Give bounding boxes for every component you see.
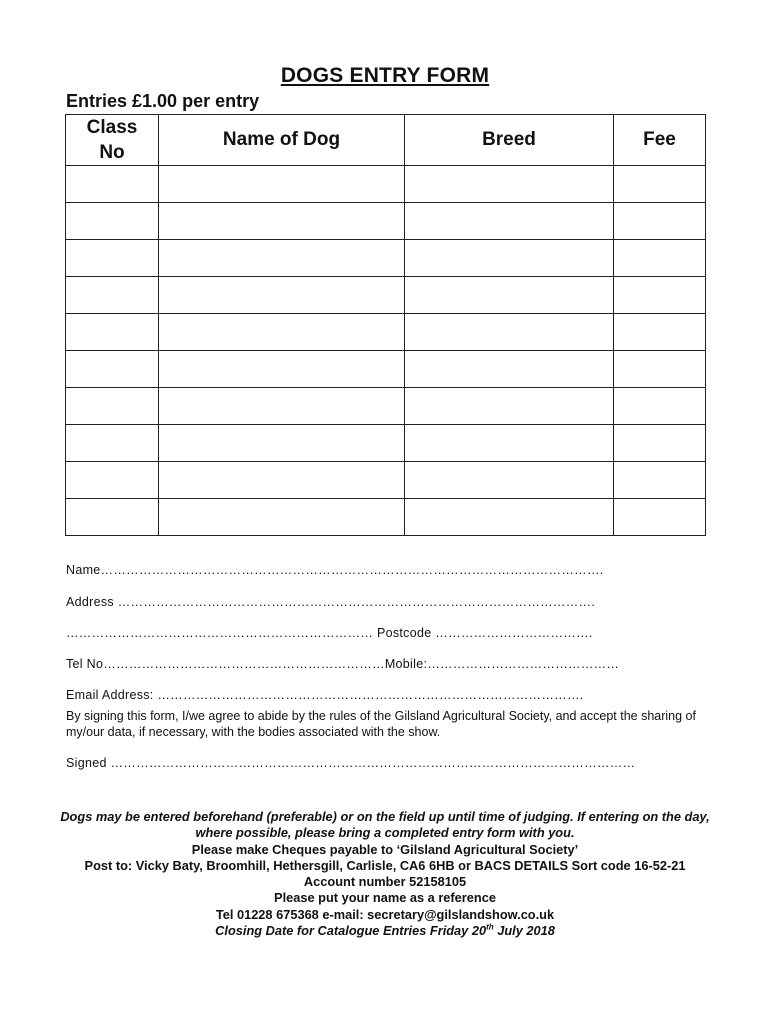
closing-date-ordinal: th: [486, 922, 494, 932]
header-class-line1: Class: [86, 117, 138, 138]
header-fee: Fee: [614, 115, 706, 166]
cell-breed[interactable]: [405, 277, 614, 314]
footer-instructions: [60, 809, 710, 939]
table-header-row: [66, 115, 706, 166]
cell-name-of-dog[interactable]: [159, 240, 405, 277]
table-row: [66, 351, 706, 388]
cell-class-no[interactable]: [66, 351, 159, 388]
entry-fee-note: Entries £1.00 per entry: [66, 91, 260, 111]
cell-class-no[interactable]: [66, 462, 159, 499]
entries-table: [65, 114, 706, 536]
entry-timing-note: Dogs may be entered beforehand (preferable) or on the field up until time of judging. If entering on the day, where possible, please bring a completed entry form with you.: [60, 809, 710, 841]
cell-fee[interactable]: [614, 166, 706, 203]
consent-statement: By signing this form, I/we agree to abide by the rules of the Gilsland Agricultural Society, and accept the sharing of my/our data, if necessary, with the bodies associated with the show.: [66, 709, 696, 739]
header-class-no: [66, 115, 159, 166]
cell-name-of-dog[interactable]: [159, 277, 405, 314]
address-field[interactable]: Address ………………………………………………………………………………………………….: [66, 595, 596, 609]
closing-date-suffix: July 2018: [493, 923, 555, 939]
cell-name-of-dog[interactable]: [159, 462, 405, 499]
table-row: [66, 314, 706, 351]
contact-details: Tel 01228 675368 e-mail: secretary@gilslandshow.co.uk: [215, 906, 555, 922]
table-row: [66, 166, 706, 203]
cell-fee[interactable]: [614, 499, 706, 536]
cell-class-no[interactable]: [66, 277, 159, 314]
email-field[interactable]: Email Address: ……………………………………………………………………………………….: [66, 688, 584, 702]
table-row: [66, 277, 706, 314]
cell-breed[interactable]: [405, 425, 614, 462]
cell-breed[interactable]: [405, 388, 614, 425]
form-title: DOGS ENTRY FORM: [280, 64, 490, 87]
cell-name-of-dog[interactable]: [159, 314, 405, 351]
table-row: [66, 240, 706, 277]
closing-date-prefix: Closing Date for Catalogue Entries Friday 20: [215, 923, 487, 939]
cell-fee[interactable]: [614, 277, 706, 314]
cell-fee[interactable]: [614, 203, 706, 240]
cell-fee[interactable]: [614, 388, 706, 425]
signature-field[interactable]: Signed ……………………………………………………………………………………………………………: [66, 756, 636, 770]
cell-class-no[interactable]: [66, 166, 159, 203]
cell-breed[interactable]: [405, 462, 614, 499]
cell-fee[interactable]: [614, 462, 706, 499]
name-field[interactable]: Name……………………………………………………………………………………………………….: [66, 563, 604, 577]
table-row: [66, 388, 706, 425]
header-class-line2: No: [99, 142, 125, 163]
tel-mobile-field[interactable]: Tel No…………………………………………………………Mobile:………………………………………: [66, 657, 620, 671]
postcode-field[interactable]: ……………………………………………………………… Postcode ……………………………….: [66, 626, 593, 640]
cell-class-no[interactable]: [66, 425, 159, 462]
cell-name-of-dog[interactable]: [159, 388, 405, 425]
cell-fee[interactable]: [614, 240, 706, 277]
cell-class-no[interactable]: [66, 203, 159, 240]
cell-breed[interactable]: [405, 203, 614, 240]
cell-breed[interactable]: [405, 166, 614, 203]
cell-fee[interactable]: [614, 314, 706, 351]
cell-breed[interactable]: [405, 240, 614, 277]
cell-name-of-dog[interactable]: [159, 425, 405, 462]
cell-name-of-dog[interactable]: [159, 166, 405, 203]
cell-class-no[interactable]: [66, 240, 159, 277]
cell-class-no[interactable]: [66, 388, 159, 425]
cell-breed[interactable]: [405, 499, 614, 536]
cheque-note: Please make Cheques payable to ‘Gilsland Agricultural Society’: [191, 841, 579, 857]
cell-fee[interactable]: [614, 425, 706, 462]
table-row: [66, 203, 706, 240]
cell-name-of-dog[interactable]: [159, 351, 405, 388]
header-name-of-dog: Name of Dog: [159, 115, 405, 166]
header-breed: Breed: [405, 115, 614, 166]
cell-breed[interactable]: [405, 351, 614, 388]
postal-bacs-details: Post to: Vicky Baty, Broomhill, Hethersgill, Carlisle, CA6 6HB or BACS DETAILS Sort code 16-52-21 Account number 52158105: [84, 857, 686, 890]
cell-name-of-dog[interactable]: [159, 499, 405, 536]
table-row: [66, 462, 706, 499]
cell-class-no[interactable]: [66, 314, 159, 351]
cell-class-no[interactable]: [66, 499, 159, 536]
table-row: [66, 425, 706, 462]
cell-name-of-dog[interactable]: [159, 203, 405, 240]
reference-note: Please put your name as a reference: [274, 890, 496, 906]
closing-date: [60, 923, 710, 939]
table-row: [66, 499, 706, 536]
cell-breed[interactable]: [405, 314, 614, 351]
cell-fee[interactable]: [614, 351, 706, 388]
